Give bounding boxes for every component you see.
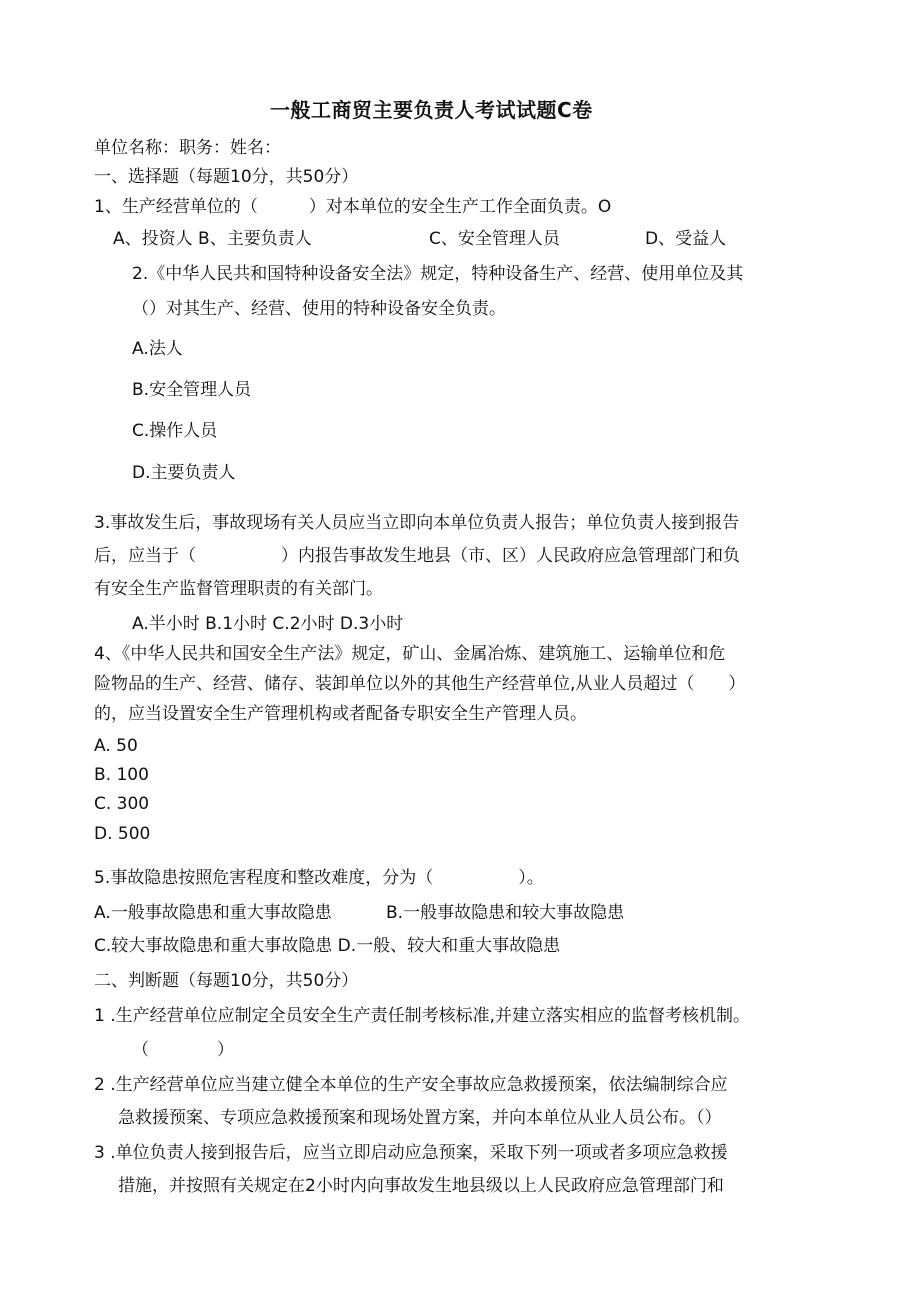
question-2-option: C.操作人员: [132, 421, 218, 441]
question-3-line-1: 3.事故发生后，事故现场有关人员应当立即向本单位负责人报告；单位负责人接到报告: [94, 513, 740, 533]
section-1-heading: 一、选择题（每题10分，共50分）: [94, 167, 359, 187]
question-1-option-c: C、安全管理人员: [429, 229, 560, 249]
question-5-option-a: A.一般事故隐患和重大事故隐患: [94, 903, 332, 923]
page-title: 一般工商贸主要负责人考试试题C卷: [270, 98, 593, 122]
question-3-line-2: 后，应当于（ ）内报告事故发生地县（市、区）人民政府应急管理部门和负: [94, 546, 740, 566]
question-4-option: B. 100: [94, 765, 149, 785]
question-4-line-3: 的，应当设置安全生产管理机构或者配备专职安全生产管理人员。: [94, 704, 587, 724]
section-2-heading: 二、判断题（每题10分，共50分）: [94, 971, 359, 991]
question-4-option: C. 300: [94, 794, 150, 814]
question-1-option-ab: A、投资人 B、主要负责人: [113, 229, 312, 249]
question-5-text: 5.事故隐患按照危害程度和整改难度，分为（ ）。: [94, 868, 544, 888]
question-1-option-d: D、受益人: [645, 229, 727, 249]
question-2-line-1: 2.《中华人民共和国特种设备安全法》规定，特种设备生产、经营、使用单位及其: [132, 264, 744, 284]
judgment-1-line-1: 1 .生产经营单位应制定全员安全生产责任制考核标准,并建立落实相应的监督考核机制。: [94, 1006, 751, 1026]
question-2-option: D.主要负责人: [132, 463, 236, 483]
question-5-option-cd: C.较大事故隐患和重大事故隐患 D.一般、较大和重大事故隐患: [94, 936, 561, 956]
question-5-option-b: B.一般事故隐患和较大事故隐患: [386, 903, 625, 923]
question-2-option: A.法人: [132, 339, 183, 359]
judgment-2-line-1: 2 .生产经营单位应当建立健全本单位的生产安全事故应急救援预案，依法编制综合应: [94, 1075, 728, 1095]
judgment-3-line-1: 3 .单位负责人接到报告后，应当立即启动应急预案，采取下列一项或者多项应急救援: [94, 1143, 728, 1163]
header-info-line: 单位名称：职务：姓名：: [94, 138, 281, 158]
question-3-line-3: 有安全生产监督管理职责的有关部门。: [94, 579, 383, 599]
question-4-option: A. 50: [94, 736, 138, 756]
question-2-line-2: （）对其生产、经营、使用的特种设备安全负责。: [132, 299, 506, 319]
judgment-1-line-2: （ ）: [132, 1040, 234, 1060]
question-3-options: A.半小时 B.1小时 C.2小时 D.3小时: [132, 614, 404, 634]
question-4-option: D. 500: [94, 824, 151, 844]
question-1-text: 1、生产经营单位的（ ）对本单位的安全生产工作全面负责。O: [94, 197, 612, 217]
question-2-option: B.安全管理人员: [132, 380, 252, 400]
judgment-2-line-2: 急救援预案、专项应急救援预案和现场处置方案，并向本单位从业人员公布。（）: [118, 1108, 722, 1128]
question-4-line-2: 险物品的生产、经营、储存、装卸单位以外的其他生产经营单位,从业人员超过（ ）: [94, 674, 746, 694]
question-4-line-1: 4、《中华人民共和国安全生产法》规定，矿山、金属冶炼、建筑施工、运输单位和危: [94, 644, 726, 664]
judgment-3-line-2: 措施，并按照有关规定在2小时内向事故发生地县级以上人民政府应急管理部门和: [118, 1176, 724, 1196]
